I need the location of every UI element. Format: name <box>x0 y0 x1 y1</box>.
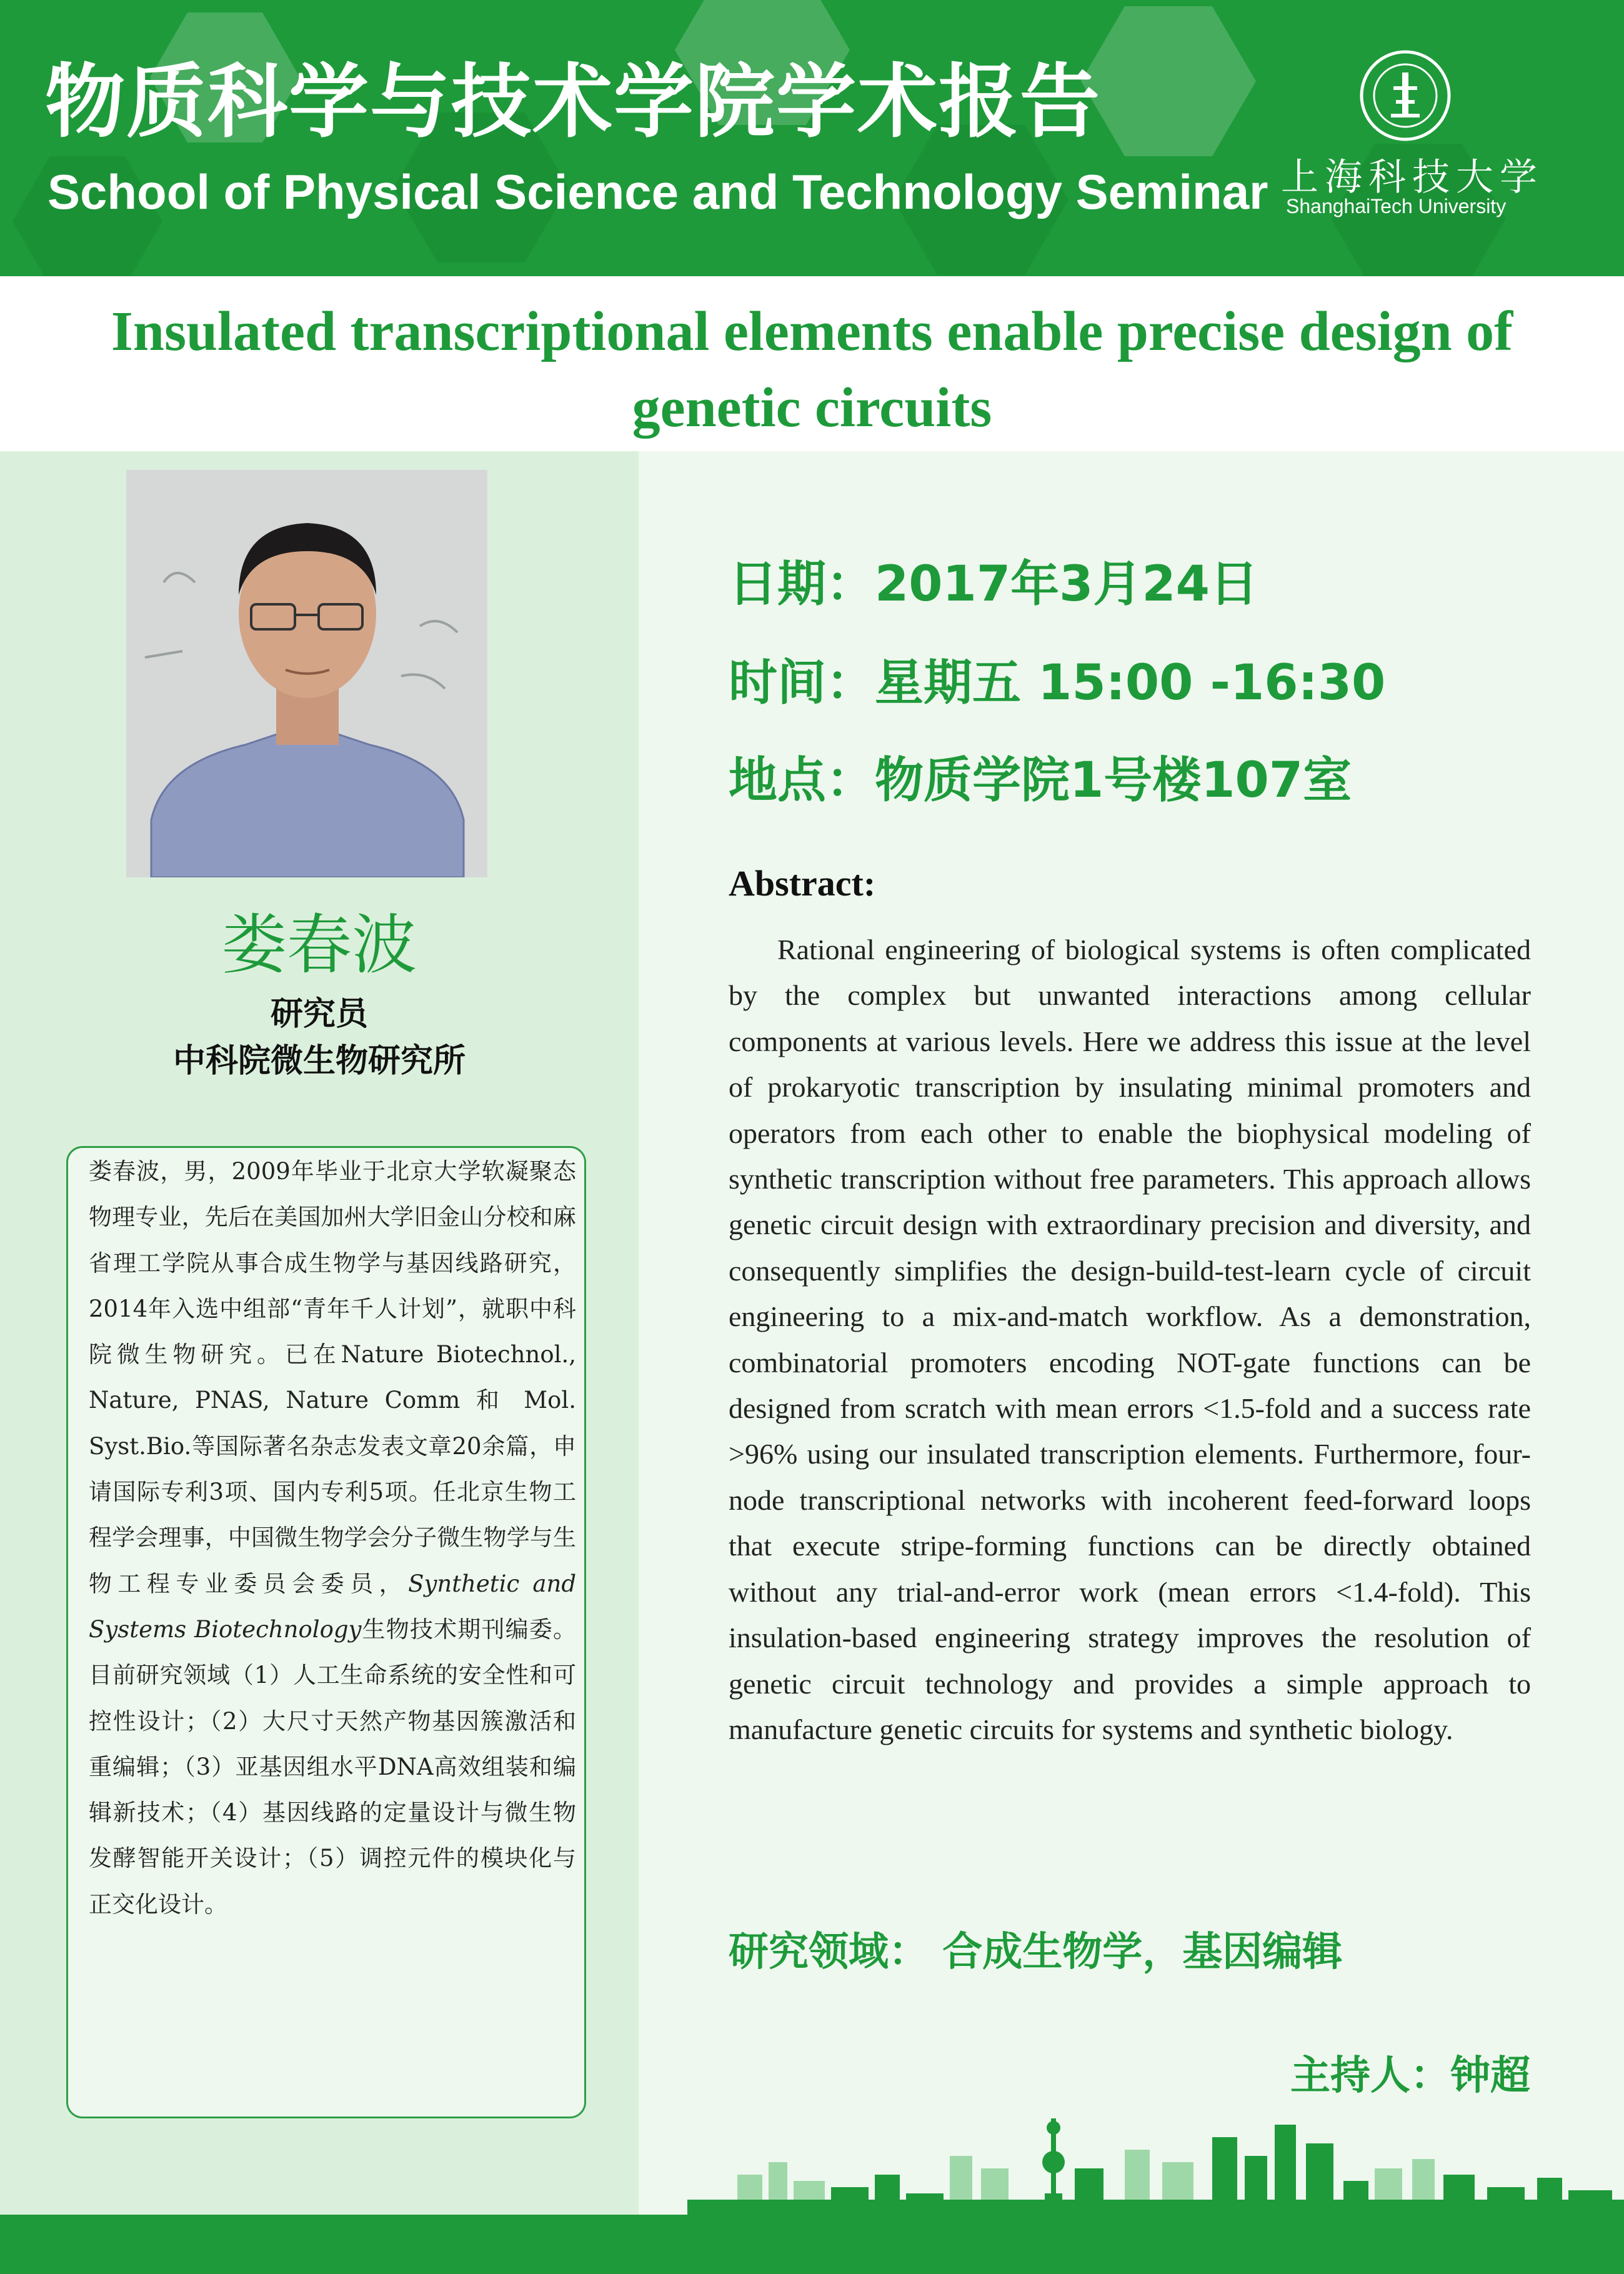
abstract-heading: Abstract: <box>729 863 876 904</box>
footer-bar <box>0 2215 1624 2274</box>
host-line <box>1290 2043 1530 2101</box>
header-banner <box>0 0 1624 276</box>
speaker-bio <box>89 1149 576 1927</box>
speaker-title: 研究员 <box>270 995 368 1033</box>
time-value: 星期五 15:00 -16:30 <box>875 655 1386 711</box>
abstract-text: Rational engineering of biological systems is often complicated by the complex but unwanted interactions among cellular components at various levels. Here we address this issue at the level of prokaryotic transcription by insulating minimal promoters and operators from each other to enable the biophysical modeling of synthetic transcription without free parameters. This approach allows genetic circuit design with extraordinary precision and diversity, and consequently simplifies the design-build-test-learn cycle of circuit engineering to a mix-and-match workflow. As a demonstration, combinatorial promoters encoding NOT-gate functions can be designed from scratch with mean errors <1.5-fold and a success rate >96% using our insulated transcription elements. Furthermore, four-node transcriptional networks with incoherent feed-forward loops that execute stripe-forming functions can be directly obtained without any trial-and-error work (mean errors <1.4-fold). This insulation-based engineering strategy improves the resolution of genetic circuit technology and provides a simple approach to manufacture genetic circuits for systems and synthetic biology. <box>729 934 1531 1745</box>
date-label: 日期： <box>729 556 875 612</box>
research-field-line <box>729 1920 1342 1977</box>
speaker-photo <box>126 470 487 877</box>
research-value: 合成生物学，基因编辑 <box>929 1929 1343 1975</box>
bio-journal: Synthetic and Systems Biotechnology <box>89 1570 577 1643</box>
university-name-en: ShanghaiTech University <box>1286 195 1507 217</box>
bio-part-1: 娄春波，男，2009年毕业于北京大学软凝聚态物理专业，先后在美国加州大学旧金山分校和麻省理工学院从事合成生物学与基因线路研究，2014年入选中组部“青年千人计划”，就职中科院微生物研究。已在Nature Biotechnol., Nature, PNAS, Nature Comm 和 Mol. Syst.Bio.等国际著名杂志发表文章20余篇，申请国际专利3项、国内专利5项。任北京生物工程学会理事，中国微生物学会分子微生物学与生物工程专业委员会委员， <box>89 1158 576 1597</box>
time-line <box>729 644 1385 714</box>
seminar-title-en: School of Physical Science and Technology Seminar <box>47 164 1268 219</box>
shanghaitech-seal-icon <box>1358 49 1452 142</box>
place-label: 地点： <box>729 752 875 809</box>
date-value: 2017年3月24日 <box>875 556 1258 612</box>
seminar-title-cn: 物质科学与技术学院学术报告 <box>45 56 1102 149</box>
talk-title: Insulated transcriptional elements enable precise design of genetic circuits <box>111 301 1513 439</box>
date-line <box>729 545 1258 615</box>
time-label: 时间： <box>729 655 875 711</box>
university-name-cn: 上海科技大学 <box>1281 156 1543 199</box>
speaker-name: 娄春波 <box>221 907 417 983</box>
place-line <box>729 741 1352 811</box>
host-value: 钟超 <box>1450 2053 1530 2099</box>
place-value: 物质学院1号楼107室 <box>875 752 1352 809</box>
speaker-portrait-image <box>126 470 487 877</box>
shanghai-skyline-icon <box>687 2100 1624 2218</box>
research-label: 研究领域： <box>729 1929 929 1975</box>
host-label: 主持人： <box>1290 2053 1450 2099</box>
bio-part-2: 生物技术期刊编委。目前研究领域（1）人工生命系统的安全性和可控性设计；（2）大尺寸天然产物基因簇激活和重编辑；（3）亚基因组水平DNA高效组装和编辑新技术；（4）基因线路的定量设计与微生物发酵智能开关设计；（5）调控元件的模块化与正交化设计。 <box>89 1615 576 1918</box>
speaker-affiliation: 中科院微生物研究所 <box>172 1042 466 1080</box>
